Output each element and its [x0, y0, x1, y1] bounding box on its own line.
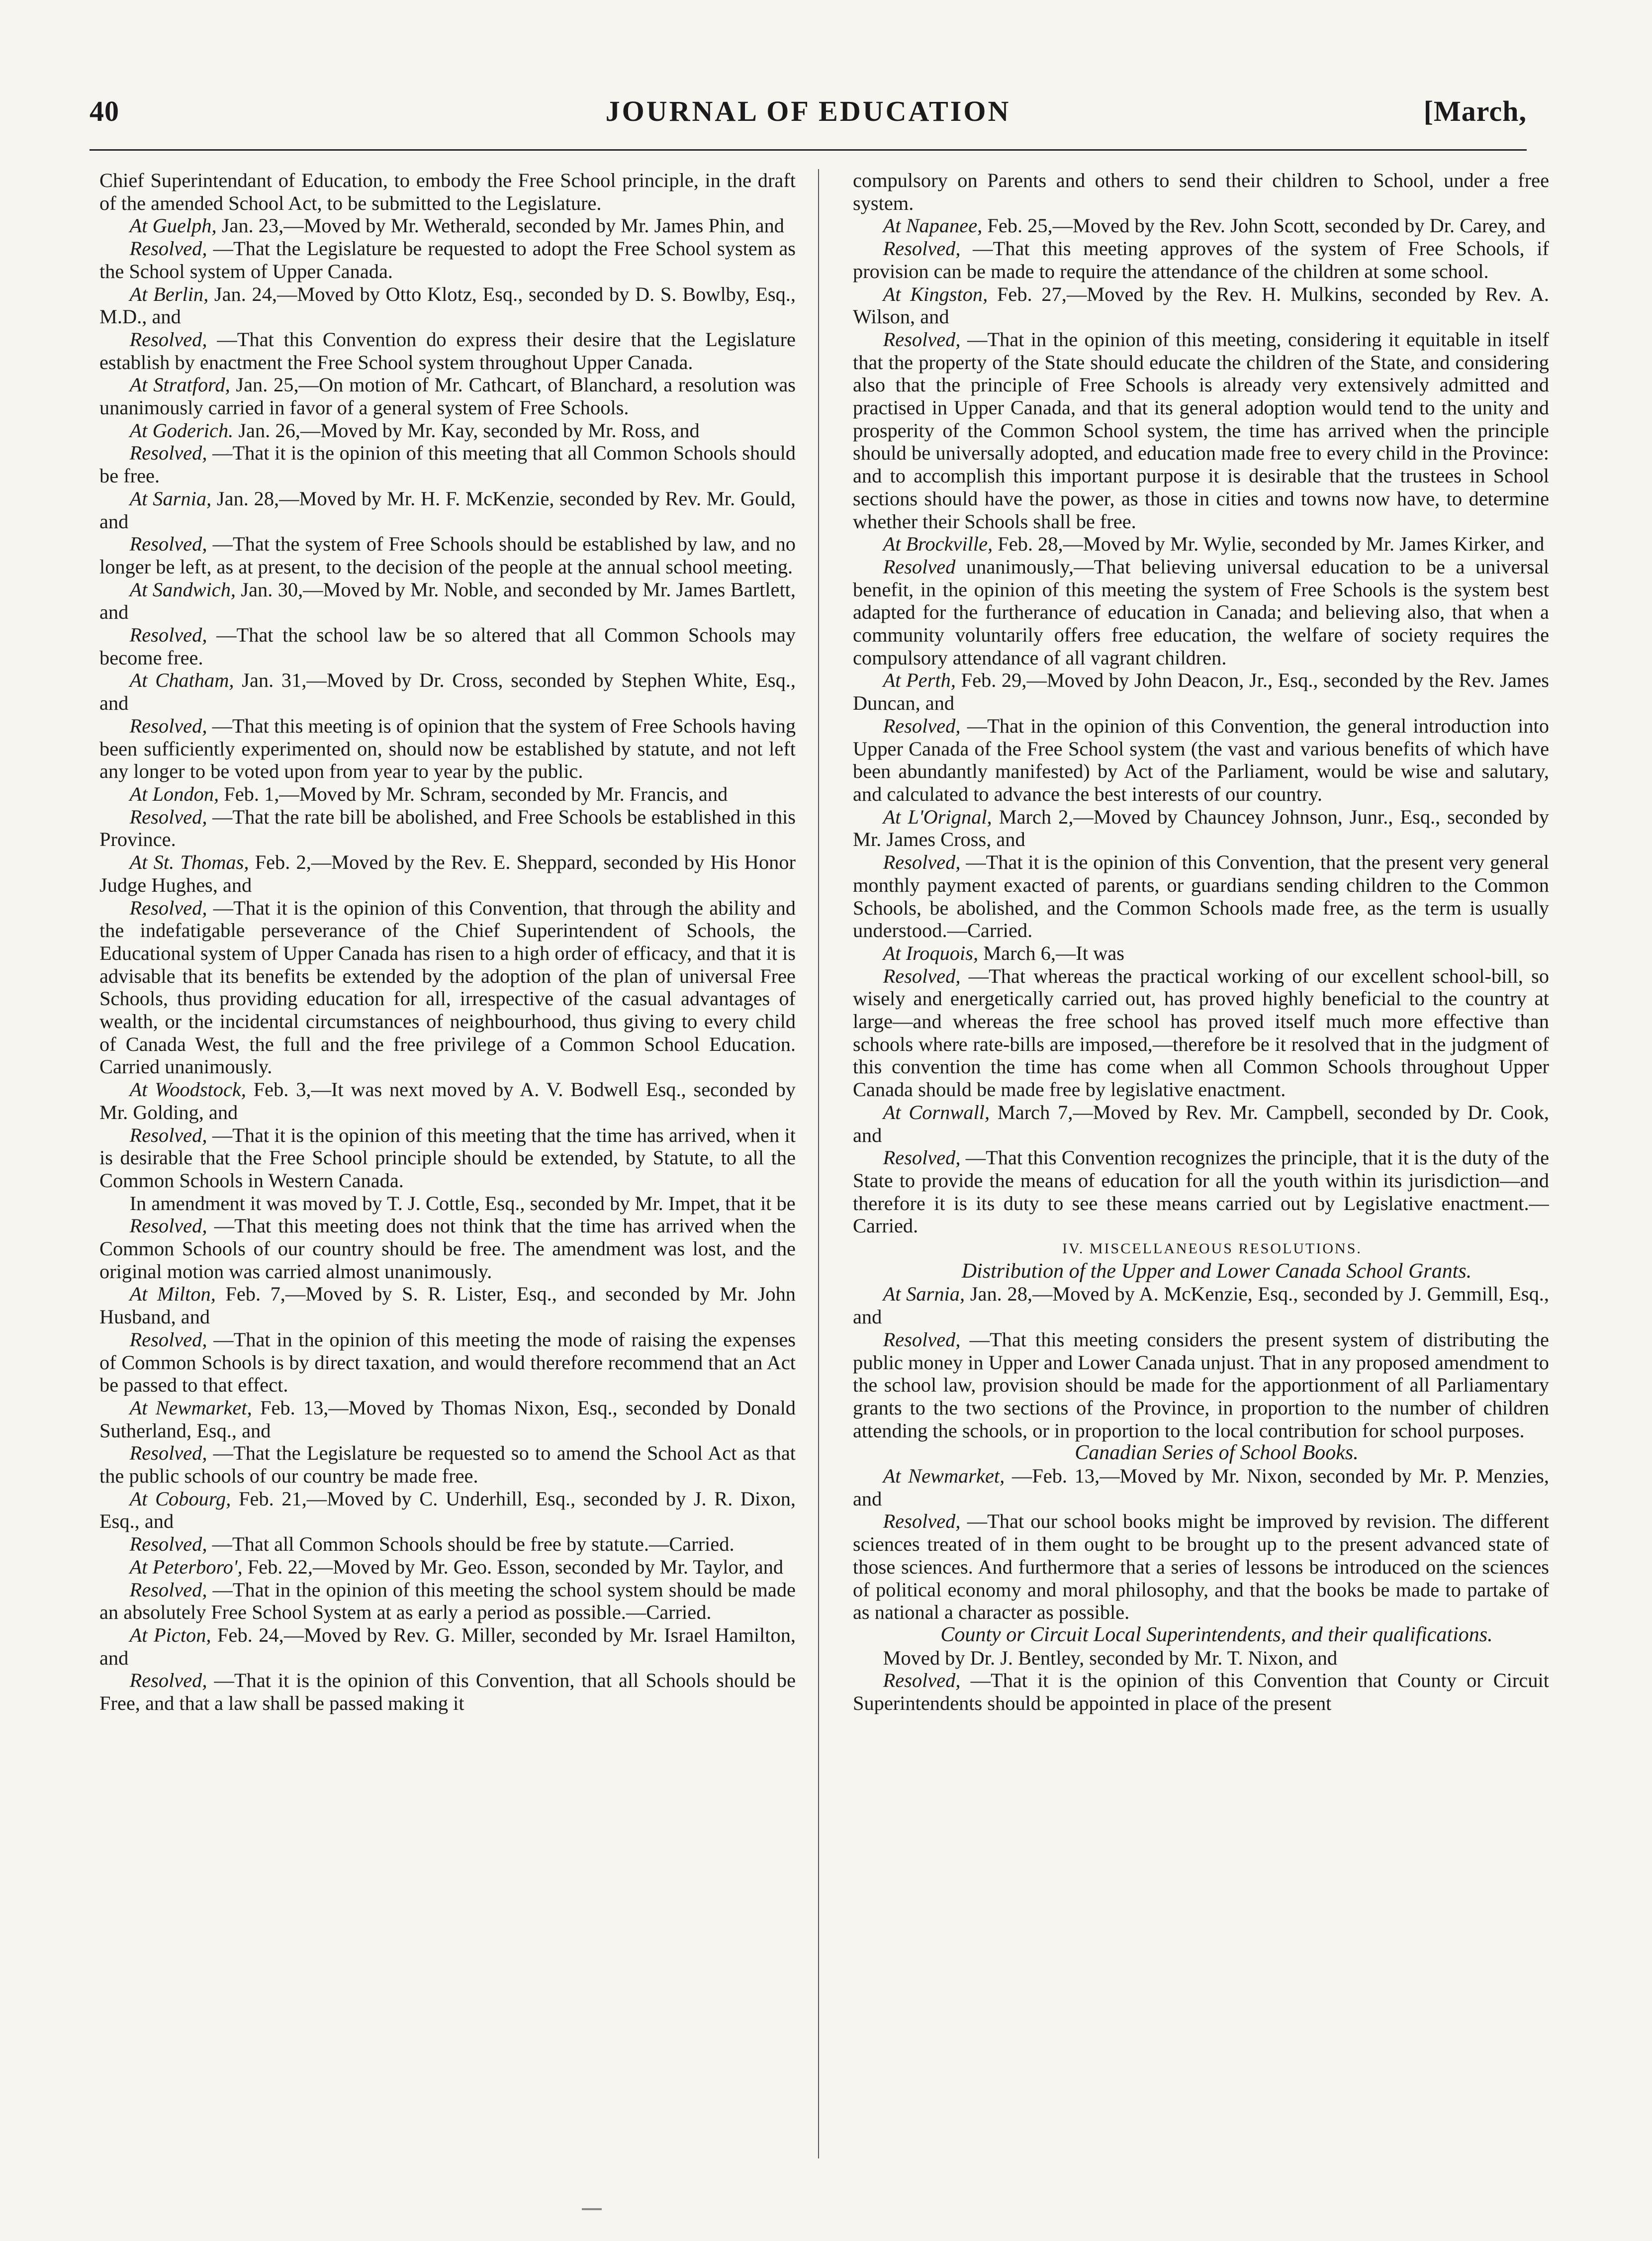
paragraph: [99, 328, 796, 374]
page-number: 40: [90, 95, 119, 127]
paragraph-text: Jan. 28,—Moved by A. McKenzie, Esq., seconded by J. Gemmill, Esq., and: [853, 1283, 1549, 1328]
paragraph-lead: Resolved,: [883, 851, 961, 874]
paragraph-lead: Resolved,: [129, 624, 207, 647]
left-column: [99, 169, 796, 2158]
paragraph-text: —That the school law be so altered that all Common Schools may become free.: [99, 624, 796, 669]
paragraph-lead: At Chatham,: [129, 669, 234, 692]
paragraph: [99, 1533, 796, 1556]
superintendents-resolutions: [853, 1647, 1549, 1715]
printer-mark: [582, 2208, 602, 2210]
paragraph-lead: Resolved,: [129, 1669, 207, 1692]
paragraph: [853, 237, 1549, 282]
paragraph-text: Jan. 30,—Moved by Mr. Noble, and seconded by Mr. James Bartlett, and: [99, 578, 796, 624]
paragraph-lead: At St. Thomas,: [129, 851, 249, 874]
paragraph: [99, 1328, 796, 1397]
paragraph-lead: At Iroquois,: [883, 941, 979, 964]
paragraph-text: In amendment it was moved by T. J. Cottle, Esq., seconded by Mr. Impet, that it be: [129, 1192, 796, 1214]
paragraph-text: March 7,—Moved by Rev. Mr. Campbell, seconded by Dr. Cook, and: [853, 1101, 1549, 1146]
paragraph: [99, 1442, 796, 1487]
paragraph: [99, 1556, 796, 1579]
paragraph-text: —That in the opinion of this meeting the school system should be made an absolutely Free School System at as early a period as possible.—Carried.: [99, 1578, 796, 1624]
paragraph: [99, 897, 796, 1079]
paragraph-lead: Resolved,: [883, 714, 961, 737]
paragraph-text: Feb. 29,—Moved by John Deacon, Jr., Esq., seconded by the Rev. James Duncan, and: [853, 669, 1549, 715]
paragraph: [99, 806, 796, 851]
paragraph-text: —That it is the opinion of this Convention, that all Schools should be Free, and that a law shall be passed making it: [99, 1669, 796, 1715]
paragraph-text: —That this meeting considers the present system of distributing the public money in Upper and Lower Canada unjust. That in any proposed amendment to the school law, provision should be made for the apportionment of all Parliamentary grants to the two sections of the Province, in proportion to the number of children attending the schools, or in proportion to the local contribution for school purposes.: [853, 1328, 1549, 1442]
column-divider: [818, 169, 819, 2158]
paragraph-lead: At Newmarket,: [129, 1396, 252, 1419]
paragraph: [99, 1669, 796, 1714]
paragraph: [853, 806, 1549, 851]
paragraph: [853, 556, 1549, 669]
paragraph: [853, 1669, 1549, 1714]
paragraph: [99, 1214, 796, 1283]
paragraph-lead: At Woodstock,: [129, 1078, 246, 1101]
paragraph-text: —That whereas the practical working of our excellent school-bill, so wisely and energetically carried out, has proved highly beneficial to the country at large—and whereas the free school has proved itself much more effective than schools where rate-bills are imposed,—therefore be it resolved that in the judgment of this convention the time has come when all Common Schools throughout Upper Canada should be made free by legislative enactment.: [853, 964, 1549, 1101]
paragraph-text: —That in the opinion of this meeting the mode of raising the expenses of Common Schools is by direct taxation, and would therefore recommend that an Act be passed to that effect.: [99, 1328, 796, 1397]
paragraph-lead: Resolved,: [129, 1442, 207, 1465]
paragraph-text: —That this meeting is of opinion that the system of Free Schools having been sufficiently experimented on, should now be established by statute, and not left any longer to be voted upon from year to year by the public.: [99, 714, 796, 783]
paragraph: [853, 1328, 1549, 1442]
paragraph-text: Jan. 26,—Moved by Mr. Kay, seconded by Mr. Ross, and: [238, 419, 700, 442]
paragraph-lead: Resolved,: [129, 328, 207, 351]
paragraph-lead: At Peterboro',: [129, 1555, 243, 1578]
paragraph-text: —That in the opinion of this Convention, the general introduction into Upper Canada of the Free School system (the vast and various benefits of which have been abundantly manifested) by Act of the Parliament, would be wise and salutary, and calculated to advance the best interests of our country.: [853, 714, 1549, 805]
paragraph: [853, 1146, 1549, 1237]
section-heading: IV. MISCELLANEOUS RESOLUTIONS.: [1062, 1240, 1362, 1257]
paragraph-text: Jan. 31,—Moved by Dr. Cross, seconded by Stephen White, Esq., and: [99, 669, 796, 715]
subheading-superintendents: County or Circuit Local Superintendents, and their qualifications.: [940, 1623, 1493, 1646]
paragraph: [99, 715, 796, 783]
paragraph-lead: Resolved,: [883, 237, 961, 260]
paragraph-lead: At Stratford,: [129, 374, 230, 396]
paragraph-lead: At Cornwall,: [883, 1101, 990, 1123]
paragraph: [99, 374, 796, 419]
paragraph-text: —That this meeting does not think that the time has arrived when the Common Schools of our country should be free. The amendment was lost, and the original motion was carried almost unanimously.: [99, 1214, 796, 1283]
paragraph: [99, 851, 796, 896]
paragraph-text: —That it is the opinion of this Convention that County or Circuit Superintendents should be appointed in place of the present: [853, 1669, 1549, 1715]
paragraph-lead: At Kingston,: [883, 282, 988, 305]
paragraph: [853, 169, 1549, 214]
paragraph: [853, 214, 1549, 237]
paragraph-text: Feb. 3,—It was next moved by A. V. Bodwell Esq., seconded by Mr. Golding, and: [99, 1078, 796, 1123]
paragraph: [853, 851, 1549, 942]
paragraph-lead: At Newmarket,: [883, 1465, 1005, 1488]
paragraph-text: —That this Convention do express their desire that the Legislature establish by enactment the Free School system throughout Upper Canada.: [99, 328, 796, 374]
paragraph: [99, 1579, 796, 1624]
paragraph-text: —That the system of Free Schools should be established by law, and no longer be left, as at present, to the decision of the people at the annual school meeting.: [99, 533, 796, 578]
paragraph: [99, 578, 796, 624]
paragraph-text: Feb. 7,—Moved by S. R. Lister, Esq., and seconded by Mr. John Husband, and: [99, 1283, 796, 1328]
paragraph-text: March 6,—It was: [983, 941, 1124, 964]
paragraph-text: Feb. 2,—Moved by the Rev. E. Sheppard, seconded by His Honor Judge Hughes, and: [99, 851, 796, 896]
paragraph: [99, 1397, 796, 1442]
paragraph-lead: At Guelph,: [129, 214, 217, 237]
paragraph-lead: Resolved,: [129, 533, 207, 556]
paragraph: [853, 1510, 1549, 1624]
paragraph: [853, 715, 1549, 806]
paragraph: [99, 669, 796, 714]
paragraph: [99, 533, 796, 578]
paragraph-text: Feb. 13,—Moved by Thomas Nixon, Esq., seconded by Donald Sutherland, Esq., and: [99, 1396, 796, 1442]
right-column: [853, 169, 1549, 2158]
paragraph-lead: Resolved,: [129, 805, 207, 828]
paragraph-lead: At Sandwich,: [129, 578, 236, 601]
paragraph: [853, 328, 1549, 533]
paragraph-lead: At Brockville,: [883, 533, 993, 556]
paragraph-text: —That in the opinion of this meeting, considering it equitable in itself that the property of the State should educate the children of the State, and considering also that the principle of Free Schools is already very extensively admitted and practised in Upper Canada, and that its general adoption would tend to the unity and prosperity of the Common School system, the time has arrived when the principle should be universally adopted, and education made free to every child in the Province: and to accomplish this important purpose it is desirable that the trustees in School sections should have the power, as those in cities and towns now have, to determine whether their Schools shall be free.: [853, 328, 1549, 533]
paragraph: [99, 1078, 796, 1123]
paragraph-lead: Resolved,: [129, 1578, 207, 1601]
paragraph-text: —That the Legislature be requested to adopt the Free School system as the School system of Upper Canada.: [99, 237, 796, 282]
paragraph-text: Feb. 22,—Moved by Mr. Geo. Esson, seconded by Mr. Taylor, and: [247, 1555, 784, 1578]
paragraph: [99, 1192, 796, 1215]
paragraph: [853, 533, 1549, 556]
paragraph-lead: At Perth,: [883, 669, 956, 692]
paragraph-lead: Resolved,: [129, 1328, 207, 1351]
paragraph: [99, 169, 796, 214]
paragraph-text: —That it is the opinion of this Convention, that the present very general monthly payment exacted of parents, or guardians sending children to the Common Schools, be abolished, and the Common Schools made free, as the term is usually understood.—Carried.: [853, 851, 1549, 942]
paragraph-text: Feb. 28,—Moved by Mr. Wylie, seconded by Mr. James Kirker, and: [998, 533, 1545, 556]
paragraph: [853, 965, 1549, 1101]
paragraph-lead: Resolved,: [129, 442, 207, 465]
issue-month: [March,: [1423, 95, 1527, 127]
paragraph: [99, 1124, 796, 1192]
paragraph-lead: At London,: [129, 782, 219, 805]
paragraph-lead: Resolved,: [883, 1510, 961, 1533]
right-column-resolutions: [853, 169, 1549, 1237]
paragraph-lead: Resolved,: [883, 1328, 961, 1351]
paragraph-lead: Resolved,: [883, 964, 961, 987]
paragraph-text: Chief Superintendant of Education, to embody the Free School principle, in the draft of the amended School Act, to be submitted to the Legislature.: [99, 169, 796, 214]
paragraph-text: —Feb. 13,—Moved by Mr. Nixon, seconded by Mr. P. Menzies, and: [853, 1465, 1549, 1510]
paragraph: [99, 783, 796, 806]
paragraph-text: Jan. 24,—Moved by Otto Klotz, Esq., seconded by D. S. Bowlby, Esq., M.D., and: [99, 282, 796, 328]
paragraph-text: Feb. 27,—Moved by the Rev. H. Mulkins, seconded by Rev. A. Wilson, and: [853, 282, 1549, 328]
paragraph: [99, 1488, 796, 1533]
paragraph: [99, 1283, 796, 1328]
paragraph-lead: Resolved: [883, 555, 956, 578]
paragraph-text: —That it is the opinion of this meeting that all Common Schools should be free.: [99, 442, 796, 487]
paragraph-text: unanimously,—That believing universal education to be a universal benefit, in the opinion of this meeting the system of Free Schools is the system best adapted for the furtherance of education in Canada; and believing also, that when a community voluntarily offers free education, the welfare of society requires the compulsory attendance of all vagrant children.: [853, 555, 1549, 669]
paragraph-text: —That all Common Schools should be free by statute.—Carried.: [212, 1533, 734, 1556]
paragraph: [853, 1283, 1549, 1328]
paragraph-text: —That it is the opinion of this meeting that the time has arrived, when it is desirable that the Free School principle should be extended, by Statute, to all the Common Schools in Western Canada.: [99, 1123, 796, 1192]
paragraph-text: Jan. 25,—On motion of Mr. Cathcart, of Blanchard, a resolution was unanimously carried in favor of a general system of Free Schools.: [99, 374, 796, 419]
paragraph: [99, 237, 796, 282]
paragraph: [99, 442, 796, 487]
paragraph-text: Feb. 24,—Moved by Rev. G. Miller, seconded by Mr. Israel Hamilton, and: [99, 1624, 796, 1669]
paragraph-text: Jan. 23,—Moved by Mr. Wetherald, seconded by Mr. James Phin, and: [221, 214, 784, 237]
paragraph-text: —That the Legislature be requested so to amend the School Act as that the public schools of our country be made free.: [99, 1442, 796, 1488]
paragraph-text: —That it is the opinion of this Convention, that through the ability and the indefatigable perseverance of the Chief Superintendent of Schools, the Educational system of Upper Canada has risen to a high order of efficacy, and that it is advisable that its benefits be extended by the adoption of the plan of universal Free Schools, thus providing education for all, irrespective of the casual advantages of wealth, or the incidental circumstances of neighbourhood, thus giving to every child of Canada West, the full and the free privilege of a Common School Education. Carried unanimously.: [99, 896, 796, 1078]
paragraph: [99, 1624, 796, 1669]
paragraph-text: —That this meeting approves of the system of Free Schools, if provision can be made to require the attendance of the children at some school.: [853, 237, 1549, 282]
paragraph: [99, 419, 796, 442]
paragraph-text: —That this Convention recognizes the principle, that it is the duty of the State to provide the means of education for all the youth within its jurisdiction—and therefore it is its duty to see these means carried out by Legislative enactment.—Carried.: [853, 1146, 1549, 1237]
paragraph-lead: Resolved,: [129, 237, 207, 260]
page-header: [90, 94, 1527, 129]
paragraph: [853, 1101, 1549, 1146]
paragraph: [99, 214, 796, 237]
paragraph: [99, 487, 796, 533]
journal-title: JOURNAL OF EDUCATION: [605, 95, 1011, 127]
paragraph-lead: At Picton,: [129, 1624, 211, 1646]
paragraph-lead: At Berlin,: [129, 282, 209, 305]
paragraph-lead: Resolved,: [883, 1669, 961, 1692]
paragraph-text: Feb. 25,—Moved by the Rev. John Scott, seconded by Dr. Carey, and: [987, 214, 1546, 237]
paragraph-lead: At Milton,: [129, 1283, 216, 1306]
subheading-school-books: Canadian Series of School Books.: [1075, 1441, 1359, 1465]
paragraph-text: Feb. 21,—Moved by C. Underhill, Esq., seconded by J. R. Dixon, Esq., and: [99, 1487, 796, 1533]
paragraph-text: Moved by Dr. J. Bentley, seconded by Mr. T. Nixon, and: [883, 1646, 1338, 1669]
paragraph-lead: Resolved,: [129, 1214, 207, 1237]
paragraph-lead: Resolved,: [129, 714, 207, 737]
paragraph-text: March 2,—Moved by Chauncey Johnson, Junr., Esq., seconded by Mr. James Cross, and: [853, 805, 1549, 851]
paragraph-lead: At Sarnia,: [883, 1283, 965, 1306]
paragraph-lead: At Goderich.: [129, 419, 234, 442]
paragraph-lead: Resolved,: [129, 1123, 207, 1146]
paragraph-lead: Resolved,: [883, 1146, 961, 1169]
paragraph-text: —That the rate bill be abolished, and Free Schools be established in this Province.: [99, 805, 796, 851]
paragraph: [853, 1465, 1549, 1510]
school-books-resolutions: [853, 1465, 1549, 1624]
paragraph: [99, 283, 796, 328]
subheading-school-grants: Distribution of the Upper and Lower Canada School Grants.: [961, 1259, 1472, 1283]
paragraph: [99, 624, 796, 669]
paragraph-text: —That our school books might be improved by revision. The different sciences treated of in them ought to be brought up to the present advanced state of those sciences. And furthermore that a series of lessons be introduced on the sciences of political economy and moral philosophy, and that the books be made to partake of as national a character as possible.: [853, 1510, 1549, 1624]
paragraph: [853, 669, 1549, 714]
paragraph: [853, 942, 1549, 965]
paragraph-lead: At Napanee,: [883, 214, 983, 237]
paragraph-text: Jan. 28,—Moved by Mr. H. F. McKenzie, seconded by Rev. Mr. Gould, and: [99, 487, 796, 533]
header-rule: [90, 149, 1527, 151]
paragraph-lead: At Sarnia,: [129, 487, 212, 510]
paragraph: [853, 1647, 1549, 1670]
paragraph-lead: Resolved,: [883, 328, 961, 351]
paragraph-text: compulsory on Parents and others to send their children to School, under a free system.: [853, 169, 1549, 214]
paragraph-lead: Resolved,: [129, 896, 207, 919]
paragraph-text: Feb. 1,—Moved by Mr. Schram, seconded by Mr. Francis, and: [224, 782, 728, 805]
paragraph-lead: At L'Orignal,: [883, 805, 992, 828]
paragraph: [853, 283, 1549, 328]
paragraph-lead: At Cobourg,: [129, 1487, 231, 1510]
paragraph-lead: Resolved,: [129, 1533, 207, 1556]
school-grants-resolutions: [853, 1283, 1549, 1442]
